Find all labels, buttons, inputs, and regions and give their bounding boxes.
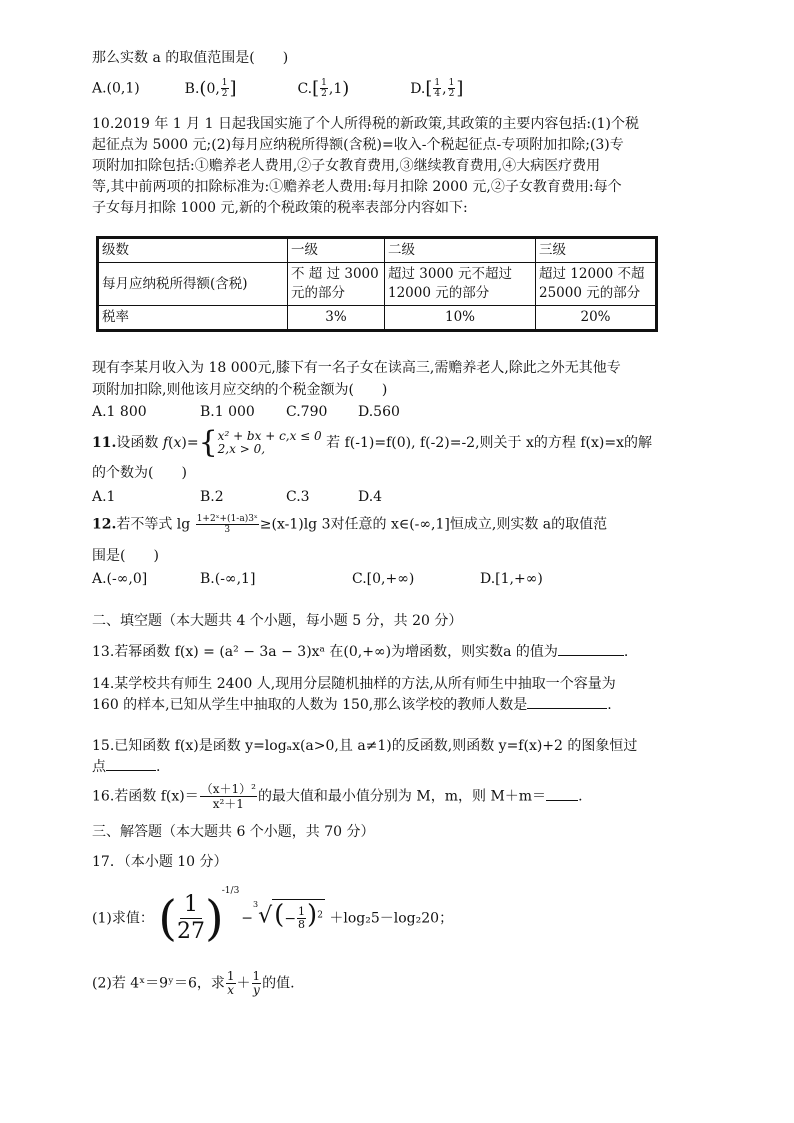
q11-piece-2: 2,x > 0, bbox=[217, 442, 266, 456]
q10-option-d: D.560 bbox=[358, 404, 400, 420]
q12-tail: ≥(x-1)lg 3对任意的 x∈(-∞,1]恒成立,则实数 a的取值范 bbox=[259, 516, 608, 533]
q15-answer-blank[interactable] bbox=[106, 770, 156, 771]
q12-option-a: A.(-∞,0] bbox=[92, 571, 148, 587]
q12-frac-num: 1+2ˣ+(1-a)3ˣ bbox=[196, 514, 258, 524]
q11-piece-1: x² + bx + c,x ≤ 0 bbox=[217, 429, 322, 443]
q13: 13.若幂函数 f(x) = (a² − 3a − 3)xᵃ 在(0,+∞)为增函数，则实数a 的值为 . bbox=[92, 644, 629, 660]
q15-line-1: 15.已知函数 f(x)是函数 y=logₐx(a>0,且 a≠1)的反函数,则函数 y=f(x)+2 的图象恒过 bbox=[92, 738, 638, 754]
q11-line-2: 的个数为( ) bbox=[92, 465, 187, 481]
q11-option-a: A.1 bbox=[92, 489, 116, 505]
q11-option-d: D.4 bbox=[358, 489, 383, 505]
q12-frac-den: 3 bbox=[224, 525, 231, 535]
table-row bbox=[98, 238, 657, 263]
q11-option-b: B.2 bbox=[200, 489, 224, 505]
table-cell: 三级 bbox=[536, 238, 657, 263]
table-cell: 级数 bbox=[98, 238, 288, 263]
q10-line-5: 子女每月扣除 1000 元,新的个税政策的税率表部分内容如下: bbox=[92, 200, 468, 216]
q9-option-d: D.[ $\frac{1}{4}$ , $\frac{1}{2}$ ] bbox=[410, 77, 464, 99]
q12-option-d: D.[1,+∞) bbox=[480, 571, 543, 587]
q9-options bbox=[92, 78, 463, 99]
section-3-heading: 三、解答题（本大题共 6 个小题，共 70 分） bbox=[92, 824, 375, 840]
q13-answer-blank[interactable] bbox=[558, 655, 624, 656]
tax-rate-table bbox=[96, 236, 658, 332]
q15-line-2: 点 . bbox=[92, 759, 161, 775]
q10-line-4: 等,其中前两项的扣除标准为:①赡养老人费用:每月扣除 2000 元,②子女教育费用:每个 bbox=[92, 179, 622, 195]
table-cell: 税率 bbox=[98, 306, 288, 331]
q12-line-2: 围是( ) bbox=[92, 548, 159, 564]
table-cell: 20% bbox=[536, 306, 657, 331]
q11-option-c: C.3 bbox=[286, 489, 310, 505]
q17-part-2: (2)若 4ˣ＝9ʸ＝6，求 $\frac{1}{x}$ ＋ $\frac{1}{y}$ 的值. bbox=[92, 969, 295, 997]
q14-line-2: 160 的样本,已知从学生中抽取的人数为 150,那么该学校的教师人数是 . bbox=[92, 697, 612, 713]
q10-option-c: C.790 bbox=[286, 404, 328, 420]
q9-option-a: A.(0,1) bbox=[92, 80, 140, 97]
table-cell: 不 超 过 3000 元的部分 bbox=[288, 263, 385, 306]
table-cell: 二级 bbox=[385, 238, 536, 263]
q12-options bbox=[92, 569, 543, 589]
q9-option-b: B.(0, $\frac{1}{2}$ ] bbox=[184, 77, 237, 99]
q12-option-b: B.(-∞,1] bbox=[200, 571, 256, 587]
q10-options bbox=[92, 402, 400, 422]
q11-options bbox=[92, 487, 382, 507]
table-row bbox=[98, 306, 657, 331]
q16: 16.若函数 f(x)＝ $\frac{\text{（x＋1）²}}{\text{x²＋1}}$ 的最大值和最小值分别为 M，m，则 M＋m＝ . bbox=[92, 782, 583, 811]
section-2-heading: 二、填空题（本大题共 4 个小题，每小题 5 分，共 20 分） bbox=[92, 613, 463, 629]
q17-part-1: (1)求值： ( $\frac{1}{27}$ )$^{-1/3}$−$^3$√(− $\frac{1}{8}$ )$^2$ ＋log₂5－log₂20； bbox=[92, 886, 454, 947]
q10-line-1: 10.2019 年 1 月 1 日起我国实施了个人所得税的新政策,其政策的主要内容包括:(1)个税 bbox=[92, 116, 639, 132]
table-cell: 每月应纳税所得额(含税) bbox=[98, 263, 288, 306]
q11-line-1: 11.设函数 f(x)={ x² + bx + c,x ≤ 0 2,x > 0, 若 f(-1)=f(0), f(-2)=-2,则关于 x的方程 f(x)=x的解 bbox=[92, 425, 652, 460]
table-row bbox=[98, 263, 657, 306]
q12-option-c: C.[0,+∞) bbox=[352, 571, 415, 587]
q14-answer-blank[interactable] bbox=[527, 708, 607, 709]
q10-line-3: 项附加扣除包括:①赡养老人费用,②子女教育费用,③继续教育费用,④大病医疗费用 bbox=[92, 158, 601, 174]
q10-option-b: B.1 000 bbox=[200, 404, 255, 420]
table-cell: 超过 3000 元不超过 12000 元的部分 bbox=[385, 263, 536, 306]
q10-after-2: 项附加扣除,则他该月应交纳的个税金额为( ) bbox=[92, 382, 388, 398]
q17-title: 17．（本小题 10 分） bbox=[92, 854, 228, 870]
q9-stem: 那么实数 a 的取值范围是( ) bbox=[92, 50, 289, 66]
table-cell: 超过 12000 不超 25000 元的部分 bbox=[536, 263, 657, 306]
q16-answer-blank[interactable] bbox=[546, 800, 578, 801]
q10-option-a: A.1 800 bbox=[92, 404, 147, 420]
q10-line-2: 起征点为 5000 元;(2)每月应纳税所得额(含税)=收入-个税起征点-专项附加扣除;(3)专 bbox=[92, 137, 624, 153]
q9-option-c: C.[ $\frac{1}{2}$ ,1) bbox=[297, 77, 350, 99]
table-cell: 10% bbox=[385, 306, 536, 331]
table-cell: 一级 bbox=[288, 238, 385, 263]
q12-line-1: 12.若不等式 lg $\frac{\text{1+2ˣ+(1-a)3ˣ}}{3}$ ≥(x-1)lg 3对任意的 x∈(-∞,1]恒成立,则实数 a的取值范 bbox=[92, 514, 608, 535]
q14-line-1: 14.某学校共有师生 2400 人,现用分层随机抽样的方法,从所有师生中抽取一个容量为 bbox=[92, 676, 616, 692]
q11-tail: 若 f(-1)=f(0), f(-2)=-2,则关于 x的方程 f(x)=x的解 bbox=[326, 435, 652, 451]
table-cell: 3% bbox=[288, 306, 385, 331]
q10-after-1: 现有李某月收入为 18 000元,膝下有一名子女在读高三,需赡养老人,除此之外无其他专 bbox=[92, 360, 621, 376]
